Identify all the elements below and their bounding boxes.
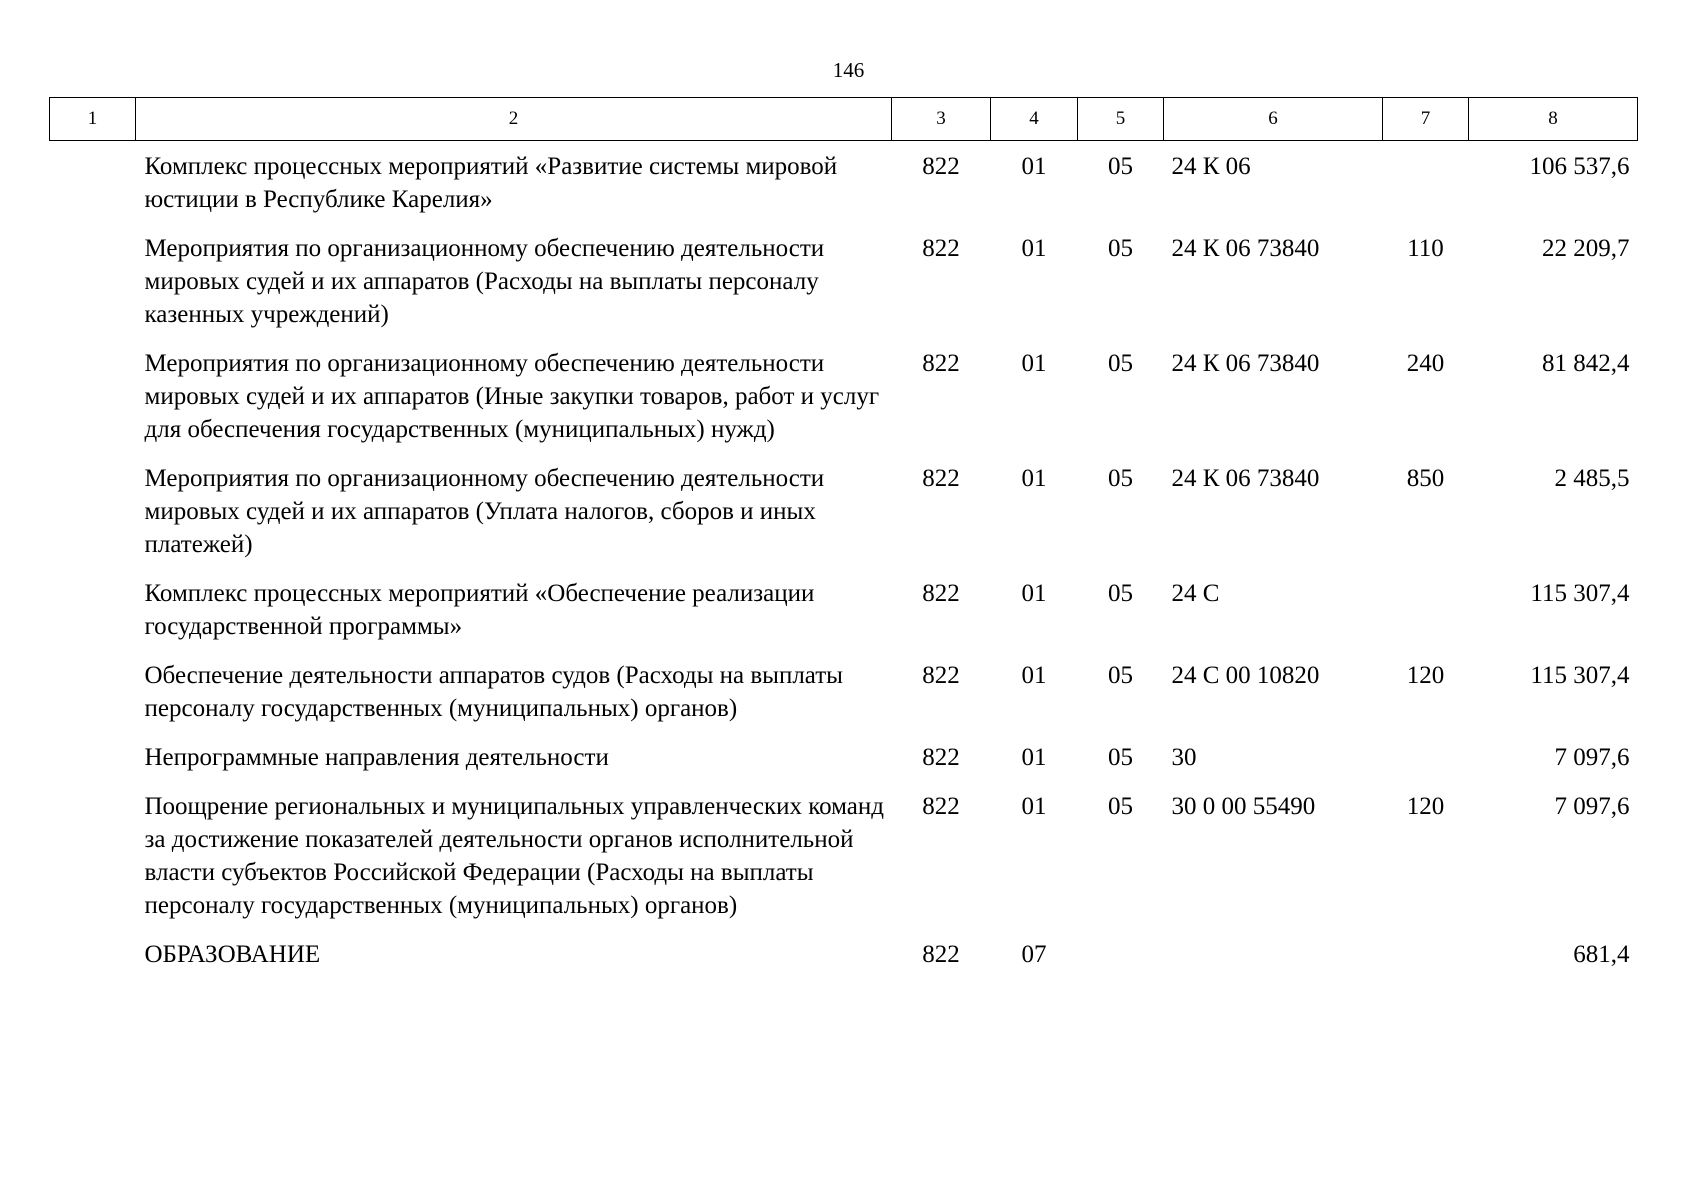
table-row bbox=[50, 790, 1638, 938]
table-row bbox=[50, 232, 1638, 347]
budget-table bbox=[49, 97, 1638, 987]
row-amount: 7 097,6 bbox=[1554, 793, 1630, 820]
row-section: 01 bbox=[1021, 465, 1047, 492]
row-ministry-code: 822 bbox=[922, 153, 960, 180]
table-row bbox=[50, 741, 1638, 790]
row-target-article: 24 К 06 73840 bbox=[1171, 350, 1320, 377]
column-header-8: 8 bbox=[1469, 98, 1638, 141]
row-target-article: 30 bbox=[1171, 744, 1197, 771]
row-section: 01 bbox=[1021, 580, 1047, 607]
row-target-article: 24 К 06 73840 bbox=[1171, 465, 1320, 492]
row-target-article: 24 К 06 bbox=[1171, 153, 1251, 180]
row-ministry-code: 822 bbox=[922, 350, 960, 377]
row-section: 01 bbox=[1021, 744, 1047, 771]
row-ministry-code: 822 bbox=[922, 941, 960, 968]
row-amount: 115 307,4 bbox=[1530, 662, 1630, 689]
row-name: Комплекс процессных мероприятий «Развитие системы мировой юстиции в Республике Карелия» bbox=[144, 153, 838, 213]
row-index-cell bbox=[50, 659, 136, 741]
row-expense-type: 240 bbox=[1406, 350, 1445, 377]
table-row bbox=[50, 462, 1638, 577]
column-header-3: 3 bbox=[892, 98, 991, 141]
row-amount: 115 307,4 bbox=[1530, 580, 1630, 607]
row-ministry-code: 822 bbox=[922, 744, 960, 771]
table-row bbox=[50, 347, 1638, 462]
row-expense-type bbox=[1383, 577, 1469, 659]
column-header-7: 7 bbox=[1383, 98, 1469, 141]
row-target-article: 24 С bbox=[1171, 580, 1220, 607]
row-ministry-code: 822 bbox=[922, 793, 960, 820]
row-expense-type: 120 bbox=[1406, 793, 1445, 820]
row-expense-type: 850 bbox=[1406, 465, 1445, 492]
row-section: 01 bbox=[1021, 153, 1047, 180]
row-subsection: 05 bbox=[1108, 662, 1133, 689]
row-target-article bbox=[1164, 938, 1383, 987]
row-section: 01 bbox=[1021, 350, 1047, 377]
table-header bbox=[50, 98, 1638, 141]
row-amount: 22 209,7 bbox=[1542, 235, 1630, 262]
row-target-article: 30 0 00 55490 bbox=[1171, 793, 1316, 820]
row-subsection: 05 bbox=[1108, 153, 1133, 180]
row-name: Обеспечение деятельности аппаратов судов (Расходы на выплаты персоналу государственных (муниципальных) органов) bbox=[144, 662, 843, 722]
row-subsection: 05 bbox=[1108, 744, 1133, 771]
row-expense-type: 110 bbox=[1407, 235, 1444, 262]
row-index-cell bbox=[50, 150, 136, 232]
row-amount: 2 485,5 bbox=[1554, 465, 1630, 492]
row-ministry-code: 822 bbox=[922, 580, 960, 607]
row-index-cell bbox=[50, 232, 136, 347]
row-section: 01 bbox=[1021, 793, 1047, 820]
row-name: Комплекс процессных мероприятий «Обеспечение реализации государственной программы» bbox=[144, 580, 815, 640]
row-amount: 681,4 bbox=[1573, 941, 1630, 968]
row-subsection: 05 bbox=[1108, 350, 1133, 377]
row-index-cell bbox=[50, 347, 136, 462]
row-amount: 81 842,4 bbox=[1542, 350, 1630, 377]
row-section: 07 bbox=[1021, 941, 1047, 968]
row-index-cell bbox=[50, 462, 136, 577]
row-section: 01 bbox=[1021, 235, 1047, 262]
row-subsection: 05 bbox=[1108, 580, 1133, 607]
column-header-6: 6 bbox=[1164, 98, 1383, 141]
table-row bbox=[50, 577, 1638, 659]
column-header-4: 4 bbox=[991, 98, 1078, 141]
row-target-article: 24 С 00 10820 bbox=[1171, 662, 1320, 689]
column-header-2: 2 bbox=[136, 98, 892, 141]
row-subsection: 05 bbox=[1108, 793, 1133, 820]
table-body bbox=[50, 141, 1638, 988]
row-index-cell bbox=[50, 741, 136, 790]
column-header-5: 5 bbox=[1078, 98, 1164, 141]
row-subsection: 05 bbox=[1108, 465, 1133, 492]
row-index-cell bbox=[50, 577, 136, 659]
row-expense-type bbox=[1383, 150, 1469, 232]
row-subsection: 05 bbox=[1108, 235, 1133, 262]
row-amount: 7 097,6 bbox=[1554, 744, 1630, 771]
row-ministry-code: 822 bbox=[922, 465, 960, 492]
row-index-cell bbox=[50, 938, 136, 987]
row-name: Мероприятия по организационному обеспечению деятельности мировых судей и их аппаратов (Иные закупки товаров, работ и услуг для обеспечения государственных (муниципальных) нужд) bbox=[144, 350, 880, 443]
column-header-1: 1 bbox=[50, 98, 136, 141]
table-row bbox=[50, 150, 1638, 232]
row-subsection bbox=[1078, 938, 1164, 987]
row-ministry-code: 822 bbox=[922, 662, 960, 689]
row-expense-type bbox=[1383, 741, 1469, 790]
row-name: Мероприятия по организационному обеспечению деятельности мировых судей и их аппаратов (Расходы на выплаты персоналу казенных учреждений) bbox=[144, 235, 825, 328]
table-row bbox=[50, 938, 1638, 987]
page-number: 146 bbox=[832, 58, 865, 82]
row-amount: 106 537,6 bbox=[1529, 153, 1630, 180]
row-name: Поощрение региональных и муниципальных управленческих команд за достижение показателей деятельности органов исполнительной власти субъектов Российской Федерации (Расходы на выплаты персоналу государственных (муниципальных) органов) bbox=[144, 793, 885, 919]
row-ministry-code: 822 bbox=[922, 235, 960, 262]
row-section: 01 bbox=[1021, 662, 1047, 689]
row-name: Мероприятия по организационному обеспечению деятельности мировых судей и их аппаратов (Уплата налогов, сборов и иных платежей) bbox=[144, 465, 825, 558]
row-expense-type bbox=[1383, 938, 1469, 987]
row-target-article: 24 К 06 73840 bbox=[1171, 235, 1320, 262]
table-row bbox=[50, 659, 1638, 741]
row-expense-type: 120 bbox=[1406, 662, 1445, 689]
row-name: ОБРАЗОВАНИЕ bbox=[144, 941, 321, 968]
row-name: Непрограммные направления деятельности bbox=[144, 744, 609, 771]
row-index-cell bbox=[50, 790, 136, 938]
